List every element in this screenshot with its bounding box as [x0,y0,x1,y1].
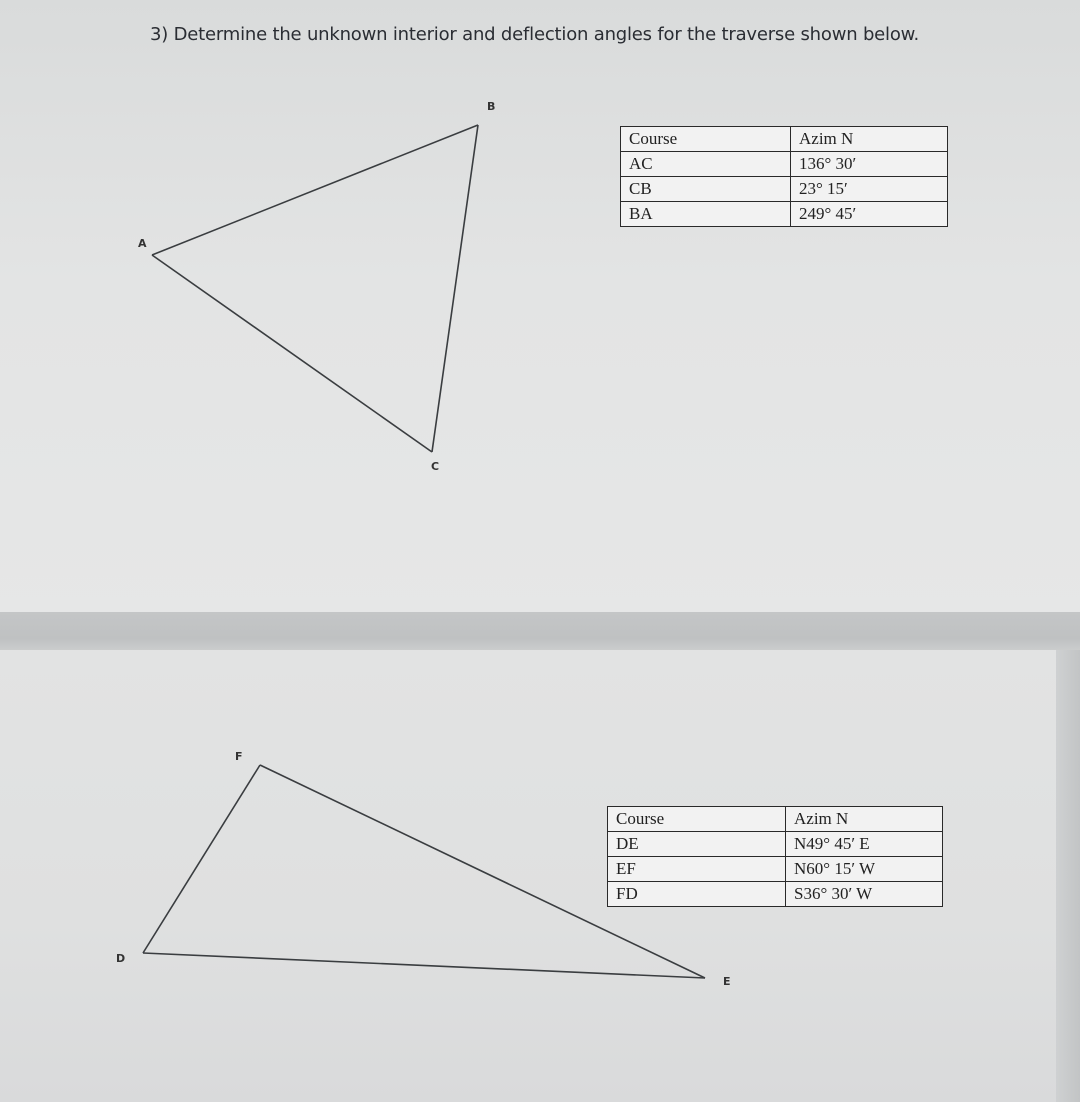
triangle-abc [152,125,478,452]
vertex-f-label: F [235,750,243,763]
course-cell: EF [608,857,786,882]
line-ab [152,125,478,255]
azimuth-cell: 136° 30′ [791,152,948,177]
table-row [621,177,948,202]
table-row [621,152,948,177]
table-header-row [621,127,948,152]
line-de [143,953,705,978]
azimuth-cell: N60° 15′ W [786,857,943,882]
course-cell: DE [608,832,786,857]
question-text: 3) Determine the unknown interior and deflection angles for the traverse shown below. [150,24,920,45]
azimuth-table-def [607,806,943,907]
azimuth-cell: S36° 30′ W [786,882,943,907]
vertex-a-label: A [138,237,147,250]
course-cell: FD [608,882,786,907]
table-header-row [608,807,943,832]
azimuth-cell: N49° 45′ E [786,832,943,857]
azimuth-table-abc [620,126,948,227]
header-course: Course [608,807,786,832]
table-row [608,857,943,882]
azimuth-cell: 249° 45′ [791,202,948,227]
line-bc [432,125,478,452]
header-azimuth: Azim N [786,807,943,832]
course-cell: AC [621,152,791,177]
line-ca [152,255,432,452]
header-azimuth: Azim N [791,127,948,152]
table-row [608,882,943,907]
vertex-e-label: E [723,975,731,988]
line-df [143,765,260,953]
header-course: Course [621,127,791,152]
course-cell: BA [621,202,791,227]
table-row [621,202,948,227]
azimuth-cell: 23° 15′ [791,177,948,202]
vertex-b-label: B [487,100,496,113]
table-row [608,832,943,857]
vertex-d-label: D [116,952,126,965]
course-cell: CB [621,177,791,202]
vertex-c-label: C [431,460,440,473]
